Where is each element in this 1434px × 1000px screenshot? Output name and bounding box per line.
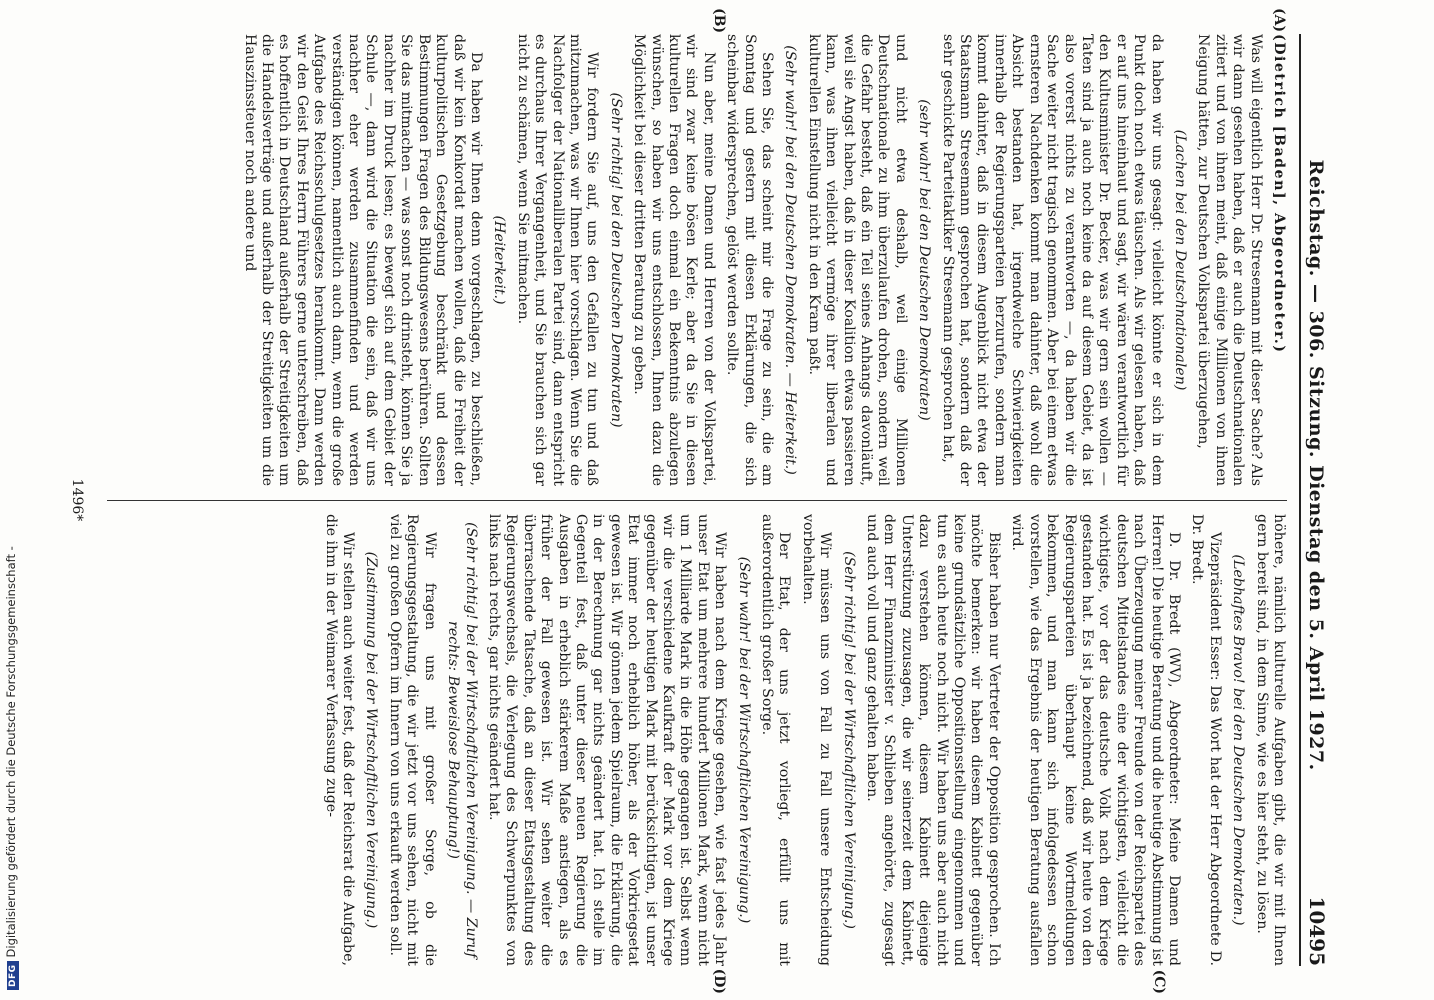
paragraph: D. Dr. Bredt (WV), Abgeordneter: Meine Damen und Herren! Die heutige Beratung und die heutige Abstimmung ist nach Überzeugung meiner Freunde von der Reichspartei des deutschen Mittelstandes eine der wichtigsten, vielleicht die wichtigste, vor der das deutsche Volk nach dem Kriege gestanden hat. Es ist ja bezeichnend, daß wir heute von den Regierungsparteien überhaupt keine Wortmeldungen bekommen, und man kann sich infolgedessen schon vorstellen, wie das Ergebnis der heutigen Beratung ausfallen wird.: [1009, 514, 1182, 966]
paragraph: Da haben wir Ihnen denn vorgeschlagen, zu beschließen, daß wir kein Konkordat machen wollen, daß die Freiheit der kulturpolitischen Gesetzgebung beschränkt und dessen Bestimmungen Fragen des Bildungswesens berühren. Sollten Sie das mitmachen — was sonst noch drinsteht, können Sie ja nachher im Druck lesen; es bewegt sich auf dem Gebiet der Schule —, dann wird die Situation die sein, daß wir uns nachher eher werden zusammenfinden und werden verständigen können, namentlich auch dann, wenn die große Aufgabe des Reichsschulgesetzes herankommt. Dann werden wir den Geist Ihres Herrn Führers gerne unterschreiben, daß es hoffentlich in Deutschland außerhalb der Streitigkeiten um die Handelsverträge und außerhalb der Streitigkeiten um die Hauszinssteuer noch andere und: [241, 34, 484, 486]
interjection: (Sehr richtig! bei der Wirtschaftlichen Vereinigung.): [840, 551, 857, 929]
paragraph: Wir haben nach dem Kriege gesehen, wie fast jedes Jahr unser Etat um mehrere hundert Millionen Mark, wenn nicht um 1 Milliarde Mark in die Höhe gegangen ist. Selbst wenn wir die verschiedene Kaufkraft der Mark vor dem Kriege gegenüber der heutigen Mark mit berücksichtigen, ist unser Etat immer noch erheblich höher, als der Vorkriegsetat gewesen ist. Wir gönnen jedem Spielraum, die Erklärung, die in der Berechnung gar nichts geändert hat. Ich stelle im Gegenteil fest, daß unter dieser neuen Regierung die Ausgaben in erheblich stärkerem Maße anstiegen, als es früher der Fall gewesen ist. Wir sehen weiter die überraschende Tatsache, daß an dieser Etatsgestaltung des Regierungswechsels, die Verlegung des Schwerpunktes von links nach rechts, gar nichts geändert hat.: [485, 514, 729, 966]
interjection: (Lachen bei den Deutschnationalen): [1171, 129, 1188, 391]
dfg-logo: DFG: [7, 961, 19, 990]
interjection: (Sehr richtig! bei den Deutschen Demokraten): [607, 92, 624, 428]
interjection: (Lebhaftes Bravo! bei den Deutschen Demokraten.): [1230, 554, 1247, 926]
margin-marker-d: (D): [711, 968, 727, 994]
page-header: [1299, 34, 1345, 966]
margin-marker-c: (C): [1151, 969, 1167, 994]
paragraph: Wir fordern Sie auf, uns den Gefallen zu tun und daß mitzumachen, was wir Ihnen hier vorschlagen. Wenn Sie die Nachfolger der Nationalliberalen Partei sind, dann entspricht es durchaus Ihrer Vergangenheit, und Sie brauchen sich gar nicht zu schämen, wenn Sie mitmachen.: [514, 34, 601, 486]
margin-marker-a: (A): [1271, 8, 1287, 33]
margin-marker-b: (B): [711, 8, 727, 34]
paragraph: Bisher haben nur Vertreter der Opposition gesprochen. Ich möchte bemerken: wir haben diesem Kabinett gegenüber keine grundsätzliche Oppositionsstellung eingenommen und tun es auch heute noch nicht. Wir haben uns aber auch nicht dazu verstehen können, diesem Kabinett diejenige Unterstützung zuzusagen, die wir seinerzeit dem Kabinett, dem Herr Finanzminister v. Schlieben angehörte, zugesagt und auch voll und ganz gehalten haben.: [864, 514, 1002, 966]
interjection: (Sehr wahr! bei der Wirtschaftlichen Vereinigung.): [735, 556, 752, 924]
paragraph: Vizepräsident Esser: Das Wort hat der Herr Abgeordnete D. Dr. Bredt.: [1189, 514, 1223, 966]
column-divider: [107, 500, 1287, 501]
right-column: [107, 514, 1287, 966]
paragraph: Sehen Sie, das scheint mir die Frage zu sein, die am Sonntag und gestern mit diesen Erklärungen, die sich scheinbar widersprechen, gelöst werden sollte.: [724, 34, 776, 486]
text-columns: [107, 8, 1287, 994]
paragraph: Nun aber, meine Damen und Herren von der Volkspartei, wir sind zwar keine bösen Kerle; aber da Sie in diesen kulturellen Fragen doch einmal ein Bekenntnis abzulegen wünschen, so haben wir uns entschlossen, Ihnen dazu die Möglichkeit bei dieser dritten Beratung zu geben.: [631, 34, 717, 486]
credit-label: Digitalisierung gefördert durch die Deutsche Forschungsgemeinschaft -: [4, 546, 18, 958]
interjection: (Sehr wahr! bei den Deutschen Demokraten. — Heiterkeit.): [782, 45, 799, 475]
left-column: [107, 34, 1287, 486]
page-code: 1496*: [69, 478, 85, 522]
paragraph: und nicht etwa deshalb, weil einige Millionen Deutschnationale zu ihm überzulaufen drohen, sondern weil die Gefahr besteht, daß ein Teil seines Anhangs davonläuft, weil sie Angst haben, daß in dieser Koalition etwas passieren kann, was ihnen vielleicht vermöge ihrer liberalen und kulturellen Einstellung nicht in den Kram paßt.: [805, 34, 909, 486]
paragraph: Wir müssen uns von Fall zu Fall unsere Entscheidung vorbehalten.: [799, 514, 834, 966]
paragraph: Der Etat, der uns jetzt vorliegt, erfüllt uns mit außerordentlich großer Sorge.: [759, 514, 793, 966]
paragraph: Wir fragen uns mit großer Sorge, ob die Regierungsgestaltung, die wir jetzt vor uns sehen, nicht mit viel zu großen Opfern im Innern von uns erkauft werden soll.: [386, 514, 438, 966]
interjection: (Sehr richtig! bei der Wirtschaftlichen Vereinigung. — Zuruf rechts: Beweislose Behauptung!): [445, 522, 479, 958]
paragraph: Was will eigentlich Herr Dr. Stresemann mit dieser Sache? Als wir dann gesehen haben, daß er auch die Deutschnationalen zitiert und von ihnen meint, daß einige Millionen von ihnen Neigung hätten, zur Deutschen Volkspartei überzugehen,: [1195, 34, 1264, 486]
speaker-line: (Dietrich [Baden], Abgeordneter.): [1271, 34, 1287, 354]
paragraph: Wir stellen auch weiter fest, daß der Reichsrat die Aufgabe, die ihm in der Weimarer Verfassung zuge-: [322, 514, 357, 966]
page-title: Reichstag. — 306. Sitzung. Dienstag den 5. April 1927.: [1305, 159, 1327, 771]
interjection: (sehr wahr! bei den Deutschen Demokraten): [916, 99, 933, 421]
page-number: 10495: [1305, 896, 1329, 966]
digitization-credit: [4, 0, 24, 1000]
rotated-newspaper-page: [67, 0, 1367, 1000]
digitization-credit-text: [4, 546, 19, 990]
interjection: (Zustimmung bei der Wirtschaftlichen Vereinigung.): [363, 551, 380, 929]
interjection: (Heiterkeit.): [491, 215, 508, 305]
paragraph: da haben wir uns gesagt: vielleicht könnte er sich in dem Punkt doch noch etwas täuschen. Als wir gelesen haben, daß er auf uns hineinhaut und sagt, wir wären verantwortlich für den Kultusminister Dr. Becker, was wir gern sein wollen — Taten sind ja auch noch keine da auf diesem Gebiet, da ist also vorerst nichts zu verantworten —, da haben wir die Sache weiter nicht tragisch genommen. Aber bei einem etwas ernsteren Nachdenken kommt man dahinter, daß wohl die Absicht bestanden hat, irgendwelche Schwierigkeiten innerhalb der Regierungsparteien herzurufen, sondern man kommt dahinter, daß in diesem Augenblick nicht etwa der Staatsmann Stresemann gesprochen hat, sondern daß der sehr geschickte Parteitaktiker Stresemann gesprochen hat,: [939, 34, 1165, 486]
paragraph: höhere, nämlich kulturelle Aufgaben gibt, die wir mit Ihnen gern bereit sind, in dem Sinne, wie es hier steht, zu lösen.: [1253, 514, 1287, 966]
